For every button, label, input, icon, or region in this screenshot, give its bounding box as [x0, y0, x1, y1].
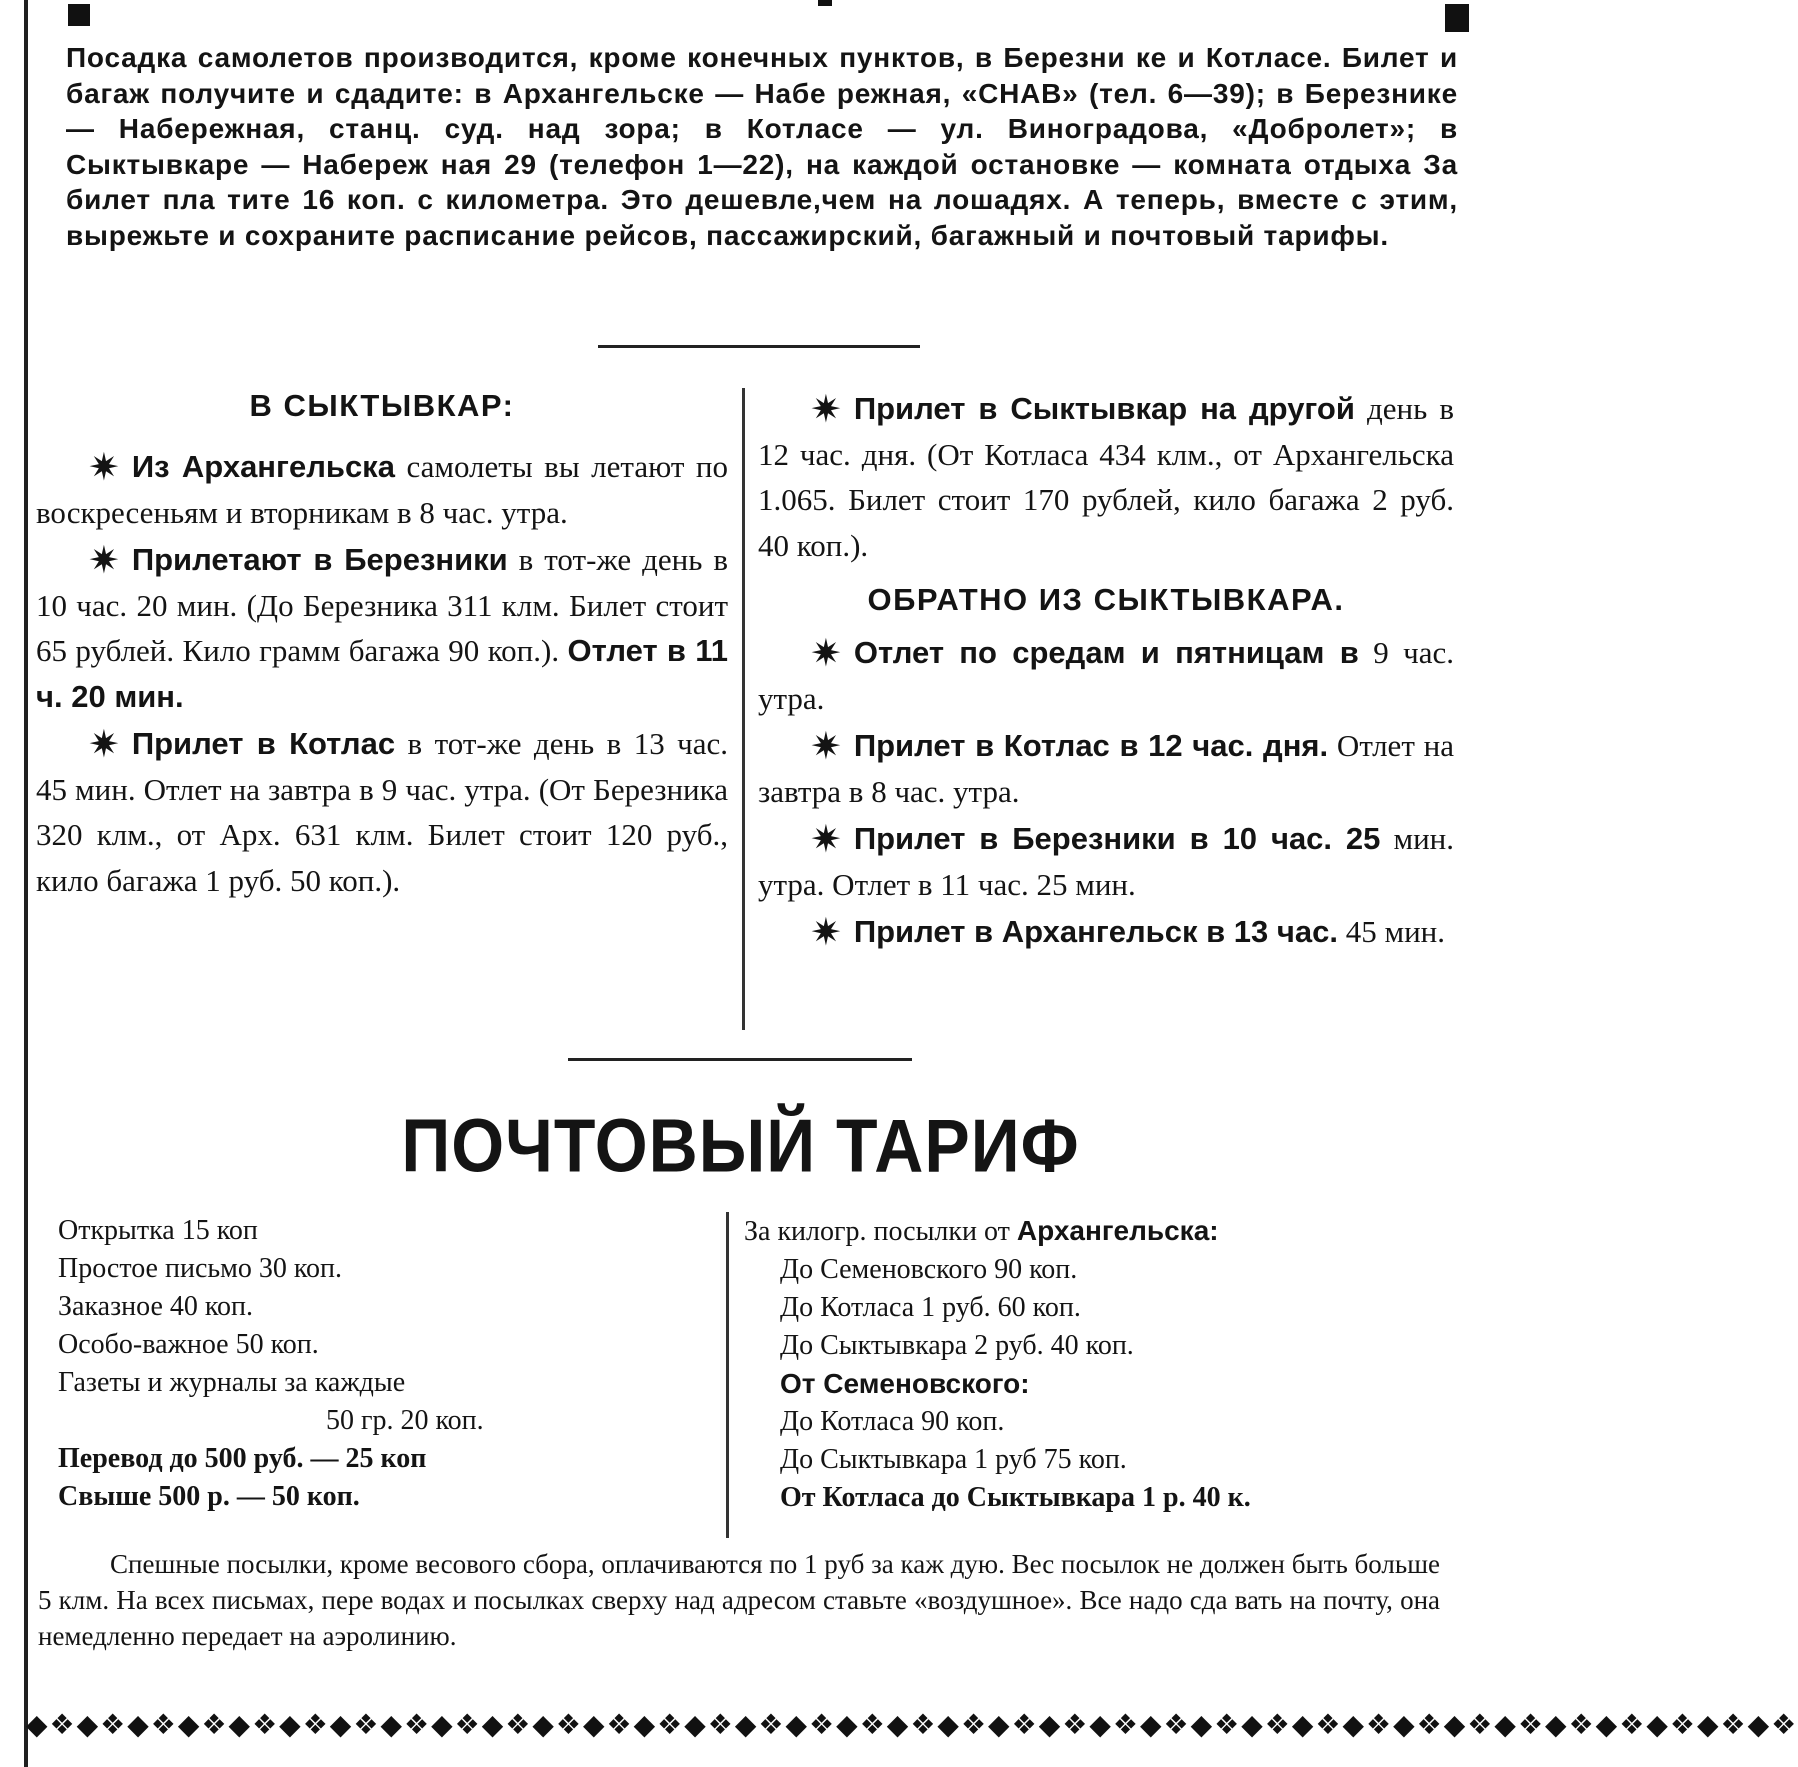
star-icon: ✷	[810, 819, 842, 861]
star-icon: ✷	[88, 724, 120, 766]
schedule-item-lead: Из Архангельска	[131, 449, 395, 484]
to-syktyvkar-column	[36, 384, 728, 905]
rate-line: Открытка 15 коп	[58, 1215, 258, 1246]
rate-line: Газеты и журналы за каждые	[58, 1367, 406, 1398]
corner-mark	[1445, 4, 1469, 32]
postal-rates-left	[58, 1212, 718, 1516]
schedule-item-tail: Отлет в 11 ч. 20 мин.	[36, 633, 728, 714]
schedule-item-text: Отлет на завтра в 8 час. утра.	[758, 728, 1454, 809]
postal-tariff-title: ПОЧТОВЫЙ ТАРИФ	[401, 1104, 1080, 1188]
schedule-item-lead: Прилет в Березники в 10 час. 25	[853, 821, 1381, 856]
section-divider	[568, 1058, 912, 1061]
star-icon: ✷	[810, 633, 842, 675]
schedule-item-text: мин. утра. Отлет в 11 час. 25 мин.	[758, 821, 1454, 902]
schedule-item-lead: Прилет в Котлас	[131, 726, 396, 761]
column-divider	[742, 388, 745, 1030]
schedule-item-lead: Прилет в Котлас в 12 час. дня.	[853, 728, 1329, 763]
schedule-item	[36, 537, 728, 719]
star-icon: ✷	[810, 726, 842, 768]
star-icon: ✷	[810, 912, 842, 954]
schedule-item-text: самолеты вы летают по воскресеньям и вторникам в 8 час. утра.	[36, 449, 728, 530]
rate-line: Свыше 500 р. — 50 коп.	[58, 1481, 360, 1512]
rate-line: До Семеновского 90 коп.	[780, 1254, 1078, 1285]
parcel-header-text: За килогр. посылки от	[744, 1216, 1017, 1247]
rate-line: До Сыктывкара 2 руб. 40 коп.	[780, 1330, 1134, 1361]
to-syktyvkar-heading: В СЫКТЫВКАР:	[249, 388, 515, 423]
schedule-item	[758, 909, 1454, 955]
parcel-rates-right	[744, 1212, 1464, 1517]
page-edge-line	[24, 0, 28, 1767]
intro-paragraph: Посадка самолетов производится, кроме конечных пунктов, в Березни ке и Котласе. Билет и багаж получите и сдадите: в Архангельске — Набе режная, «СНАВ» (тел. 6—39); в Березнике — Набережная, станц. суд. над зора; в Котласе — ул. Виноградова, «Добролет»; в Сыктывкаре — Набереж ная 29 (телефон 1—22), на каждой остановке — комната отдыха За билет пла тите 16 коп. с километра. Это дешевле,чем на лошадях. А теперь, вместе с этим, вырежьте и сохраните расписание рейсов, пассажирский, багажный и почтовый тарифы.	[66, 42, 1458, 251]
rate-line: До Сыктывкара 1 руб 75 коп.	[780, 1444, 1127, 1475]
schedule-item	[758, 386, 1454, 568]
from-semenovsky-header: От Семеновского:	[780, 1368, 1030, 1399]
schedule-item-text: 45 мин.	[1337, 914, 1445, 949]
return-column	[758, 386, 1454, 957]
schedule-item-lead: Прилет в Архангельск в 13 час.	[853, 914, 1338, 949]
schedule-item	[758, 816, 1454, 907]
rate-line: До Котласа 1 руб. 60 коп.	[780, 1292, 1081, 1323]
schedule-item	[36, 444, 728, 535]
star-icon: ✷	[88, 540, 120, 582]
schedule-item-lead: Прилет в Сыктывкар на другой	[853, 391, 1355, 426]
schedule-item-lead: Отлет по средам и пятницам в	[853, 635, 1359, 670]
rate-line: До Котласа 90 коп.	[780, 1406, 1005, 1437]
column-divider	[726, 1212, 729, 1538]
schedule-item-lead: Прилетают в Березники	[131, 542, 508, 577]
schedule-item-text: 9 час. утра.	[758, 635, 1454, 716]
corner-mark	[68, 4, 90, 26]
rate-line: 50 гр. 20 коп.	[326, 1405, 484, 1436]
schedule-item	[36, 721, 728, 903]
return-heading: ОБРАТНО ИЗ СЫКТЫВКАРА.	[867, 582, 1345, 617]
star-icon: ✷	[810, 389, 842, 431]
schedule-item-text: в тот-же день в 13 час. 45 мин.	[36, 726, 728, 807]
star-icon: ✷	[88, 447, 120, 489]
rate-line: Перевод до 500 руб. — 25 коп	[58, 1443, 427, 1474]
schedule-item	[758, 723, 1454, 814]
footer-paragraph: Спешные посылки, кроме весового сбора, оплачиваются по 1 руб за каж дую. Вес посылок не должен быть больше 5 клм. На всех письмах, пере водах и посылках сверху над адресом ставьте «воздушное». Все надо сда вать на почту, она немедленно передает на аэролинию.	[38, 1549, 1440, 1651]
parcel-header-city: Архангельска:	[1016, 1215, 1219, 1246]
rate-line: Особо-важное 50 коп.	[58, 1329, 319, 1360]
ornament-border: ◆❖◆❖◆❖◆❖◆❖◆❖◆❖◆❖◆❖◆❖◆❖◆❖◆❖◆❖◆❖◆❖◆❖◆❖◆❖◆❖◆❖◆❖◆❖◆❖◆❖◆❖◆❖◆❖◆❖◆❖◆❖◆❖◆❖◆❖◆❖	[26, 1710, 1798, 1741]
top-mark	[818, 0, 832, 6]
schedule-item	[758, 630, 1454, 721]
schedule-item-tail: Отлет на завтра в 9 час. утра. (От Березника 320 клм., от Арх. 631 клм. Билет стоит 120 руб., кило багажа 1 руб. 50 коп.).	[36, 771, 728, 898]
parcel-header	[744, 1212, 1464, 1251]
section-divider	[598, 345, 920, 348]
schedule-item-text: день в 12 час. дня. (От Котласа 434 клм., от Архангельска 1.065. Билет стоит 170 рублей, кило багажа 2 руб. 40 коп.).	[758, 391, 1454, 563]
schedule-item-text: в тот-же день в 10 час. 20 мин. (До Березника 311 клм. Билет стоит 65 рублей. Кило грамм багажа 90 коп.).	[36, 542, 728, 668]
rate-line: Простое письмо 30 коп.	[58, 1253, 343, 1284]
rate-line: Заказное 40 коп.	[58, 1291, 254, 1322]
rate-line: От Котласа до Сыктывкара 1 р. 40 к.	[780, 1482, 1251, 1513]
